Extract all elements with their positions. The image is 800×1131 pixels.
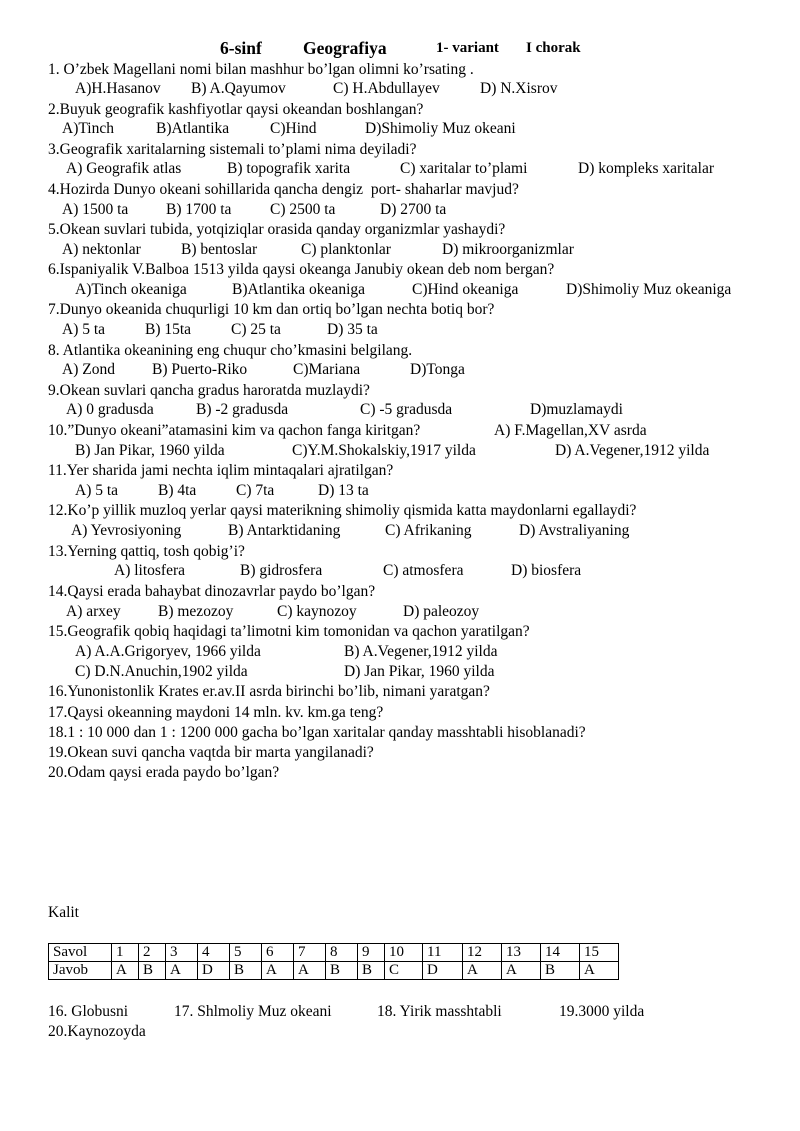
q15-option-c: C) D.N.Anuchin,1902 yilda bbox=[75, 663, 248, 680]
key-number: 14 bbox=[541, 944, 580, 962]
q9-option-d: D)muzlamaydi bbox=[530, 401, 623, 418]
q11-option-d: D) 13 ta bbox=[318, 482, 369, 499]
q9-option-a: A) 0 gradusda bbox=[66, 401, 154, 418]
key-answer: D bbox=[423, 962, 463, 980]
key-answer: B bbox=[358, 962, 385, 980]
q15-option-d: D) Jan Pikar, 1960 yilda bbox=[344, 663, 495, 680]
q9-option-c: C) -5 gradusda bbox=[360, 401, 453, 418]
q1-option-d: D) N.Xisrov bbox=[480, 80, 558, 97]
q14-option-b: B) mezozoy bbox=[158, 603, 234, 620]
key-answer: B bbox=[326, 962, 358, 980]
question-8: 8. Atlantika okeanining eng chuqur cho’kmasini belgilang. bbox=[48, 342, 413, 359]
question-15: 15.Geografik qobiq haqidagi ta’limotni kim tomonidan va qachon yaratilgan? bbox=[48, 623, 530, 640]
question-2: 2.Buyuk geografik kashfiyotlar qaysi okeandan boshlangan? bbox=[48, 101, 424, 118]
key-number: 5 bbox=[230, 944, 262, 962]
key-answer: D bbox=[198, 962, 230, 980]
q8-option-c: C)Mariana bbox=[293, 361, 361, 378]
q4-option-d: D) 2700 ta bbox=[380, 201, 447, 218]
key-answer: A bbox=[262, 962, 294, 980]
q1-option-b: B) A.Qayumov bbox=[191, 80, 286, 97]
q11-option-c: C) 7ta bbox=[236, 482, 275, 499]
answer-key-answer-row bbox=[49, 962, 619, 980]
key-number: 8 bbox=[326, 944, 358, 962]
question-7: 7.Dunyo okeanida chuqurligi 10 km dan ortiq bo’lgan nechta botiq bor? bbox=[48, 301, 495, 318]
q5-option-b: B) bentoslar bbox=[181, 241, 258, 258]
key-answer: B bbox=[139, 962, 166, 980]
q12-option-b: B) Antarktidaning bbox=[228, 522, 341, 539]
written-answer-16: 16. Globusni bbox=[48, 1003, 129, 1020]
key-number: 3 bbox=[166, 944, 198, 962]
q10-option-b: B) Jan Pikar, 1960 yilda bbox=[75, 442, 225, 459]
key-answer: C bbox=[385, 962, 423, 980]
q3-option-b: B) topografik xarita bbox=[227, 160, 351, 177]
q7-option-b: B) 15ta bbox=[145, 321, 192, 338]
question-13: 13.Yerning qattiq, tosh qobig’i? bbox=[48, 543, 245, 560]
subject-label: Geografiya bbox=[303, 38, 387, 58]
q2-option-d: D)Shimoliy Muz okeani bbox=[365, 120, 516, 137]
answer-key-label: Kalit bbox=[48, 904, 79, 921]
q10-option-c: C)Y.M.Shokalskiy,1917 yilda bbox=[292, 442, 476, 459]
q13-option-b: B) gidrosfera bbox=[240, 562, 323, 579]
q2-option-c: C)Hind bbox=[270, 120, 317, 137]
key-number: 2 bbox=[139, 944, 166, 962]
answer-key-question-row bbox=[49, 944, 619, 962]
q13-option-a: A) litosfera bbox=[114, 562, 186, 579]
q3-option-d: D) kompleks xaritalar bbox=[578, 160, 715, 177]
question-14: 14.Qaysi erada bahaybat dinozavrlar paydo bo’lgan? bbox=[48, 583, 376, 600]
question-10: 10.”Dunyo okeani”atamasini kim va qachon fanga kiritgan? bbox=[48, 422, 421, 439]
key-number: 6 bbox=[262, 944, 294, 962]
key-number: 4 bbox=[198, 944, 230, 962]
key-number: 11 bbox=[423, 944, 463, 962]
q10-option-d: D) A.Vegener,1912 yilda bbox=[555, 442, 710, 459]
key-answer: A bbox=[294, 962, 326, 980]
q12-option-a: A) Yevrosiyoning bbox=[71, 522, 182, 539]
q1-option-a: A)H.Hasanov bbox=[75, 80, 161, 97]
q7-option-d: D) 35 ta bbox=[327, 321, 378, 338]
question-12: 12.Ko’p yillik muzloq yerlar qaysi materikning shimoliy qismida katta maydonlarni egallaydi? bbox=[48, 502, 637, 519]
key-answer: A bbox=[580, 962, 619, 980]
q6-option-c: C)Hind okeaniga bbox=[412, 281, 519, 298]
q8-option-d: D)Tonga bbox=[410, 361, 465, 378]
question-17: 17.Qaysi okeanning maydoni 14 mln. kv. km.ga teng? bbox=[48, 704, 384, 721]
q1-option-c: C) H.Abdullayev bbox=[333, 80, 440, 97]
q4-option-a: A) 1500 ta bbox=[62, 201, 129, 218]
q14-option-c: C) kaynozoy bbox=[277, 603, 357, 620]
written-answer-18: 18. Yirik masshtabli bbox=[377, 1003, 502, 1020]
key-answer: A bbox=[463, 962, 502, 980]
q6-option-d: D)Shimoliy Muz okeaniga bbox=[566, 281, 732, 298]
q8-option-b: B) Puerto-Riko bbox=[152, 361, 248, 378]
variant-label: 1- variant bbox=[436, 40, 499, 56]
question-4: 4.Hozirda Dunyo okeani sohillarida qancha dengiz port- shaharlar mavjud? bbox=[48, 181, 519, 198]
question-11: 11.Yer sharida jami nechta iqlim mintaqalari ajratilgan? bbox=[48, 462, 394, 479]
q13-option-c: C) atmosfera bbox=[383, 562, 464, 579]
key-number: 7 bbox=[294, 944, 326, 962]
q14-option-d: D) paleozoy bbox=[403, 603, 480, 620]
question-20: 20.Odam qaysi erada paydo bo’lgan? bbox=[48, 764, 280, 781]
key-answer: A bbox=[502, 962, 541, 980]
q7-option-c: C) 25 ta bbox=[231, 321, 281, 338]
key-number: 9 bbox=[358, 944, 385, 962]
q13-option-d: D) biosfera bbox=[511, 562, 582, 579]
key-answer: B bbox=[230, 962, 262, 980]
written-answer-17: 17. Shlmoliy Muz okeani bbox=[174, 1003, 332, 1020]
q5-option-a: A) nektonlar bbox=[62, 241, 141, 258]
written-answer-20: 20.Kaynozoyda bbox=[48, 1023, 146, 1040]
q6-option-a: A)Tinch okeaniga bbox=[75, 281, 187, 298]
answer-key-table bbox=[48, 943, 619, 980]
row-label-savol: Savol bbox=[49, 944, 112, 962]
key-number: 1 bbox=[112, 944, 139, 962]
question-3: 3.Geografik xaritalarning sistemali to’plami nima deyiladi? bbox=[48, 141, 417, 158]
q15-option-a: A) A.A.Grigoryev, 1966 yilda bbox=[75, 643, 261, 660]
question-6: 6.Ispaniyalik V.Balboa 1513 yilda qaysi okeanga Janubiy okean deb nom bergan? bbox=[48, 261, 555, 278]
question-16: 16.Yunonistonlik Krates er.av.II asrda birinchi bo’lib, nimani yaratgan? bbox=[48, 683, 490, 700]
q10-option-a: A) F.Magellan,XV asrda bbox=[494, 422, 647, 439]
question-18: 18.1 : 10 000 dan 1 : 1200 000 gacha bo’lgan xaritalar qanday masshtabli hisoblanadi? bbox=[48, 724, 586, 741]
key-number: 15 bbox=[580, 944, 619, 962]
key-number: 10 bbox=[385, 944, 423, 962]
question-9: 9.Okean suvlari qancha gradus haroratda muzlaydi? bbox=[48, 382, 370, 399]
q14-option-a: A) arxey bbox=[66, 603, 121, 620]
q15-option-b: B) A.Vegener,1912 yilda bbox=[344, 643, 498, 660]
q3-option-a: A) Geografik atlas bbox=[66, 160, 182, 177]
q3-option-c: C) xaritalar to’plami bbox=[400, 160, 528, 177]
key-number: 13 bbox=[502, 944, 541, 962]
key-answer: A bbox=[112, 962, 139, 980]
q12-option-d: D) Avstraliyaning bbox=[519, 522, 630, 539]
q9-option-b: B) -2 gradusda bbox=[196, 401, 289, 418]
q2-option-b: B)Atlantika bbox=[156, 120, 230, 137]
question-19: 19.Okean suvi qancha vaqtda bir marta yangilanadi? bbox=[48, 744, 374, 761]
q12-option-c: C) Afrikaning bbox=[385, 522, 472, 539]
q2-option-a: A)Tinch bbox=[62, 120, 114, 137]
q11-option-b: B) 4ta bbox=[158, 482, 197, 499]
q5-option-d: D) mikroorganizmlar bbox=[442, 241, 574, 258]
key-answer: B bbox=[541, 962, 580, 980]
q8-option-a: A) Zond bbox=[62, 361, 115, 378]
question-1: 1. O’zbek Magellani nomi bilan mashhur bo’lgan olimni ko’rsating . bbox=[48, 61, 474, 78]
written-answer-19: 19.3000 yilda bbox=[559, 1003, 645, 1020]
key-answer: A bbox=[166, 962, 198, 980]
question-5: 5.Okean suvlari tubida, yotqiziqlar orasida qanday organizmlar yashaydi? bbox=[48, 221, 506, 238]
quarter-label: I chorak bbox=[526, 40, 581, 56]
key-number: 12 bbox=[463, 944, 502, 962]
grade-label: 6-sinf bbox=[220, 38, 262, 58]
q7-option-a: A) 5 ta bbox=[62, 321, 106, 338]
q11-option-a: A) 5 ta bbox=[75, 482, 119, 499]
q6-option-b: B)Atlantika okeaniga bbox=[232, 281, 365, 298]
q4-option-c: C) 2500 ta bbox=[270, 201, 336, 218]
row-label-javob: Javob bbox=[49, 962, 112, 980]
q4-option-b: B) 1700 ta bbox=[166, 201, 232, 218]
q5-option-c: C) planktonlar bbox=[301, 241, 391, 258]
